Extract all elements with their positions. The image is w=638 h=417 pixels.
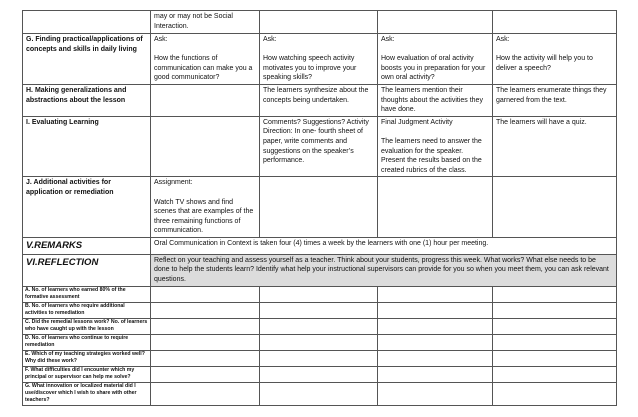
answer-cell (378, 350, 493, 366)
reflection-row-f (23, 366, 617, 382)
answer-cell (260, 286, 378, 302)
answer-cell (493, 366, 617, 382)
cell-g-4 (493, 34, 617, 85)
cell-empty (378, 11, 493, 34)
cell-empty (23, 11, 151, 34)
row-h (23, 84, 617, 116)
question-d: D. No. of learners who continue to require remediation (23, 334, 151, 350)
answer-cell (378, 286, 493, 302)
answer-cell (493, 318, 617, 334)
cell-i-1 (151, 116, 260, 177)
cell-empty (493, 11, 617, 34)
answer-cell (151, 318, 260, 334)
cell-empty (493, 177, 617, 238)
answer-cell (151, 334, 260, 350)
cell-g-2 (260, 34, 378, 85)
remarks-label: V.REMARKS (23, 237, 151, 254)
reflection-row-c (23, 318, 617, 334)
row-label-g: G. Finding practical/applications of concepts and skills in daily living (23, 34, 151, 85)
cell-top-col2: may or may not be Social Interaction. (151, 11, 260, 34)
answer-cell (378, 302, 493, 318)
answer-cell (260, 334, 378, 350)
reflection-row-a (23, 286, 617, 302)
remarks-text: Oral Communication in Context is taken four (4) times a week by the learners with one (1) hour per meeting. (151, 237, 617, 254)
question-f: F. What difficulties did I encounter which my principal or supervisor can help me solve? (23, 366, 151, 382)
cell-empty (260, 177, 378, 238)
reflection-row-d (23, 334, 617, 350)
cell-j-1 (151, 177, 260, 238)
row-top (23, 11, 617, 34)
cell-text: Final Judgment Activity The learners need to answer the evaluation for the speaker. Present the results based on the created rubrics of the class. (381, 118, 482, 174)
cell-h-1 (151, 84, 260, 116)
answer-cell (378, 334, 493, 350)
row-g (23, 34, 617, 85)
cell-i-3 (378, 116, 493, 177)
row-i (23, 116, 617, 177)
answer-cell (378, 318, 493, 334)
cell-text: Ask: How the functions of communication can make you a good communicator? (154, 36, 253, 82)
cell-h-4: The learners enumerate things they garnered from the text. (493, 84, 617, 116)
row-remarks (23, 237, 617, 254)
answer-cell (378, 382, 493, 405)
cell-text: Assignment: Watch TV shows and find scenes that are examples of the three remaining functions of communication. (154, 179, 254, 235)
answer-cell (151, 286, 260, 302)
answer-cell (151, 302, 260, 318)
cell-i-2: Comments? Suggestions? Activity Direction: In one- fourth sheet of paper, write comments and suggestions on the speaker’s performance. (260, 116, 378, 177)
answer-cell (378, 366, 493, 382)
row-reflection (23, 254, 617, 286)
answer-cell (151, 382, 260, 405)
cell-text: Ask: How the activity will help you to deliver a speech? (496, 36, 593, 72)
question-c: C. Did the remedial lessons work? No. of learners who have caught up with the lesson (23, 318, 151, 334)
answer-cell (493, 334, 617, 350)
cell-i-4: The learners will have a quiz. (493, 116, 617, 177)
answer-cell (493, 286, 617, 302)
reflection-text: Reflect on your teaching and assess yourself as a teacher. Think about your students, progress this week. What works? What else needs to be done to help the students learn? Identify what help your instructional supervisors can provide for you so when you meet them, you can ask relevant questions. (151, 254, 617, 286)
cell-text: Ask: How watching speech activity motivates you to improve your speaking skills? (263, 36, 357, 82)
answer-cell (260, 318, 378, 334)
question-a: A. No. of learners who earned 80% of the formative assessment (23, 286, 151, 302)
row-label-h: H. Making generalizations and abstractions about the lesson (23, 84, 151, 116)
answer-cell (260, 302, 378, 318)
answer-cell (493, 350, 617, 366)
cell-text: Ask: How evaluation of oral activity boosts you in preparation for your own oral activity? (381, 36, 486, 82)
cell-g-1 (151, 34, 260, 85)
answer-cell (151, 366, 260, 382)
question-g: G. What innovation or localized material did I use/discover which I wish to share with other teachers? (23, 382, 151, 405)
answer-cell (151, 350, 260, 366)
reflection-row-b (23, 302, 617, 318)
answer-cell (260, 366, 378, 382)
row-label-j: J. Additional activities for application or remediation (23, 177, 151, 238)
answer-cell (260, 382, 378, 405)
question-b: B. No. of learners who require additional activities to remediation (23, 302, 151, 318)
cell-g-3 (378, 34, 493, 85)
row-j (23, 177, 617, 238)
cell-h-2: The learners synthesize about the concepts being undertaken. (260, 84, 378, 116)
lesson-plan-document (22, 10, 616, 406)
answer-cell (260, 350, 378, 366)
reflection-label: VI.REFLECTION (23, 254, 151, 286)
reflection-row-g (23, 382, 617, 405)
question-e: E. Which of my teaching strategies worked well? Why did these work? (23, 350, 151, 366)
cell-empty (260, 11, 378, 34)
lesson-plan-table (22, 10, 617, 406)
cell-h-3: The learners mention their thoughts about the activities they have done. (378, 84, 493, 116)
answer-cell (493, 382, 617, 405)
cell-empty (378, 177, 493, 238)
row-label-i: I. Evaluating Learning (23, 116, 151, 177)
answer-cell (493, 302, 617, 318)
reflection-row-e (23, 350, 617, 366)
